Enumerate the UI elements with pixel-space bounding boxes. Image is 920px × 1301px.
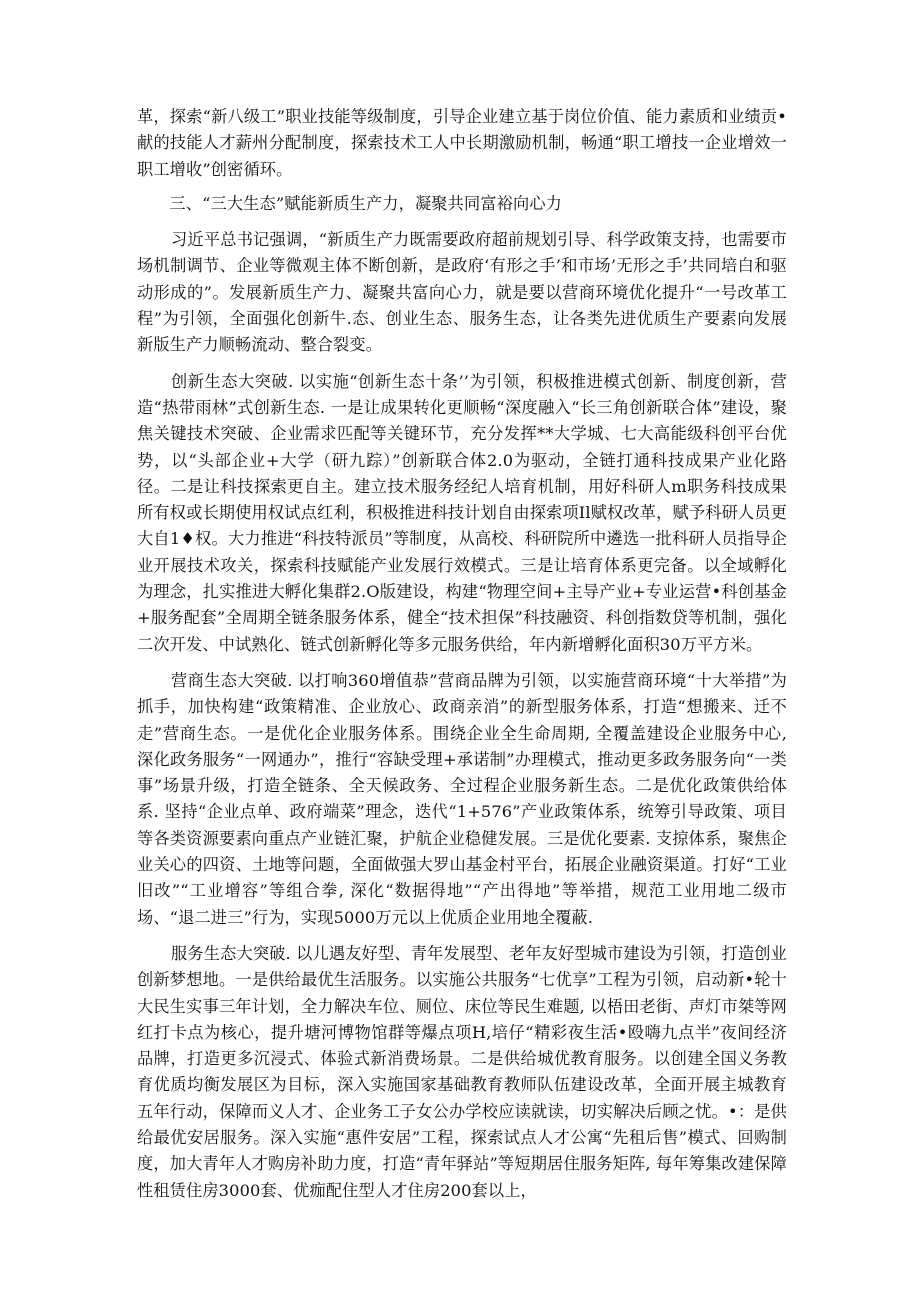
section-heading: 三、“三大生态”赋能新质生产力，凝聚共同富裕向心力	[169, 193, 563, 213]
paragraph-service-ecology: 服务生态大突破. 以儿遇友好型、青年发展型、老年友好型城市建设为引领，打造创业创新梦想地。一是供给最优生活服务。以实施公共服务“七优享”工程为引领，启动新•轮十大民生实事三年计划，全力解决车位、厕位、床位等民生难题, 以梧田老街、声灯市桀等网红打卡点为核心，提升塘河博物馆群等爆点项H,培仔“精彩夜生活•殴嗨九点半”夜间经济品牌，打造更多沉浸式、体验式新消费场景。二是供给城优教育服务。以创建全国义务教育优质均衡发展区为目标，深入实施国家基础教育教师队伍建设改革，全面开展主城教育五年行动，保障而义人才、企业务工子女公办学校应读就读，切实解决后顾之忧。•：是供给最优安居服务。深入实施“惠件安居”工程，探索试点人才公寓“先租后售”模式、回购制度，加大青年人才购房补助力度，打造“青年驿站”等短期居住服务矩阵, 每年筹集改建保障性租赁住房3000套、优痂配住型人才住房200套以上，	[137, 943, 787, 1200]
paragraph-intro: 习近平总书记强调，“新质生产力既需要政府超前规划引导、科学政策支持，也需要市场机制调节、企业等微观主体不断创新，是政府‘有形之手’和市场’无形之手’共同培白和驱动形成的”。发展新质生产力、凝聚共富向心力，就是要以营商环境优化提升“一号改革工程”为引领，全面强化创新牛.态、创业生态、服务生态，让各类先进优质生产要素向发展新版生产力顺畅流动、整合裂变。	[137, 230, 787, 355]
paragraph-continuation: 革，探索“新八级工”职业技能等级制度，引导企业建立基于岗位价值、能力素质和业绩贡•献的技能人才薪州分配制度，探索技术工人中长期激励机制，畅通“职工增技一企业增效一职工增收”创密循环。	[137, 107, 787, 179]
paragraph-business-ecology: 营商生态大突破. 以打响360增值恭”营商品牌为引领，以实施营商环境“十大举措”为抓手，加快构建“政策精准、企业放心、政商亲消”的新型服务体系，打造“想搬来、迁不走”营商生态。一是优化企业服务体系。围绕企业全生命周期, 全覆盖建设企业服务中心, 深化政务服务“一网通办”，推行“容缺受理+承诺制”办理模式，推动更多政务服务向“一类事”场景升级，打造全链条、全天候政务、全过程企业服务新生态。二是优化政策供给体系. 坚持“企业点单、政府端菜”理念，迭代“1+576”产业政策体系，统筹引导政策、项目等各类资源要素向重点产业链汇聚，护航企业稳健发展。三是优化要素. 支掠体系，聚焦企业关心的四资、土地等问题，全面做强大罗山基金村平台，拓展企业融资渠道。打好“工业旧改”“工业增容”等组合拳, 深化“数据得地”“产出得地”等举措，规范工业用地二级市场、“退二进三”行为，实现5000万元以上优质企业用地全覆蔽.	[137, 670, 787, 927]
paragraph-innovation-ecology: 创新生态大突破. 以实施“创新生态十条’’为引领，积极推进模式创新、制度创新，营造“热带雨林”式创新生态. 一是让成果转化更顺畅“深度融入“长三角创新联合体”建设，聚焦关键技术突破、企业需求匹配等关键环节，充分发挥**大学城、七大高能级科创平台优势，以“头部企业+大学（研九踪）”创新联合体2.0为驱动，全链打通科技成果产业化路径。二是让科技探索更自主。建立技术服务经纪人培育机制，用好科研人m职务科技成果所有权或长期使用权试点红利，积极推进科技计划自由探索项Il赋权改革，赋予科研人员更大自1♦权。大力推进“科技特派员”等制度，从高校、科研院所中遴选一批科研人员指导企业开展技术攻关，探索科技赋能产业发展行效模式。三是让培育体系更完备。以全域孵化为理念，扎实推进大孵化集群2.O版建设，构建“物理空间+主导产业+专业运营•科创基金+服务配套”全周期全链条服务体系，健全“技术担保”科技融资、科创指数贷等机制，强化二次开发、中试熟化、链式创新孵化等多元服务供给，年内新增孵化面积30万平方米。	[137, 371, 787, 654]
document-body	[137, 104, 787, 1204]
